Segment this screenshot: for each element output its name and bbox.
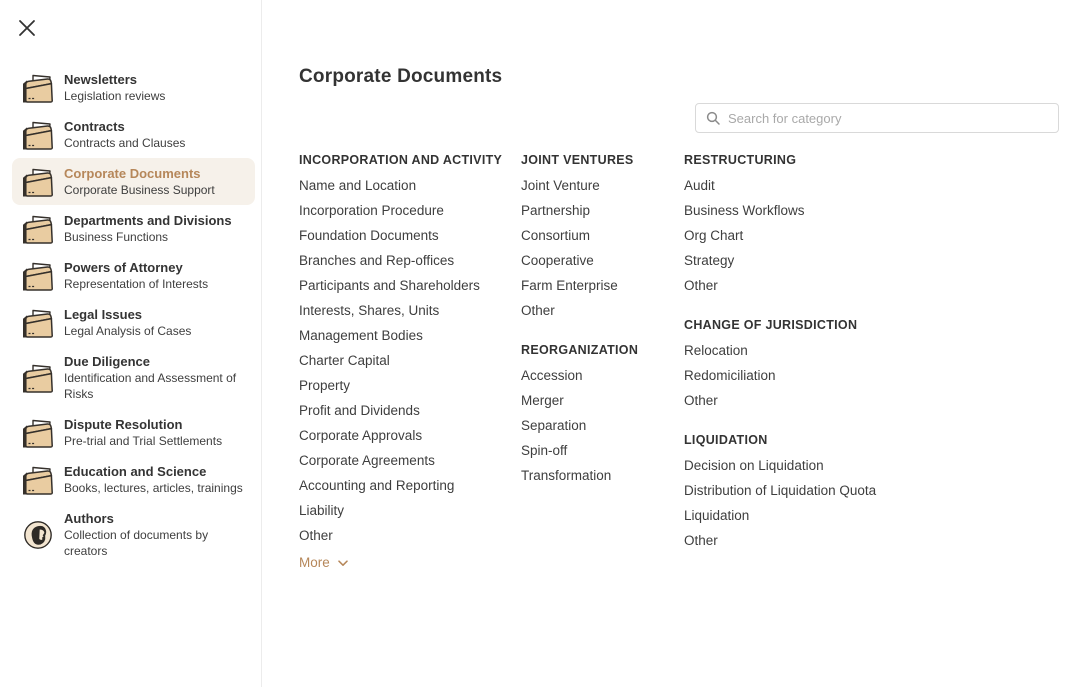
category-item[interactable]: Separation [521,418,587,433]
category-group [521,342,676,483]
sidebar-item-text [64,510,247,559]
category-item[interactable]: Interests, Shares, Units [299,303,440,318]
sidebar-list [12,64,255,566]
sidebar-item-text [64,463,247,496]
folder-icon [20,119,56,151]
category-item[interactable]: Property [299,378,351,393]
category-group-items [299,179,514,570]
sidebar-item-text [64,165,247,198]
sidebar-item-title: Due Diligence [64,354,150,369]
sidebar-item-subtitle: Representation of Interests [64,277,209,291]
sidebar-item-text [64,353,247,402]
category-item[interactable]: Cooperative [521,253,594,268]
folder-icon [20,72,56,104]
search-input[interactable] [695,103,1059,133]
folder-icon [20,464,56,496]
category-item[interactable]: Farm Enterprise [521,278,618,293]
more-link[interactable] [299,556,514,570]
category-item[interactable]: Liquidation [684,508,750,523]
author-avatar-icon [20,518,56,552]
category-group-heading: REORGANIZATION [521,343,639,357]
more-label: More [299,555,330,570]
category-item[interactable]: Foundation Documents [299,228,439,243]
category-group [684,432,944,548]
category-item[interactable]: Partnership [521,203,591,218]
sidebar-item-title: Contracts [64,119,125,134]
sidebar-item-education-and-science[interactable] [12,456,255,503]
category-group-items [521,369,676,483]
category-item[interactable]: Charter Capital [299,353,390,368]
category-item[interactable]: Participants and Shareholders [299,278,480,293]
category-group-heading: LIQUIDATION [684,433,768,447]
category-item[interactable]: Management Bodies [299,328,423,343]
category-item[interactable]: Relocation [684,343,748,358]
category-item[interactable]: Org Chart [684,228,744,243]
page-title: Corporate Documents [299,66,503,87]
category-column-1 [299,152,514,570]
sidebar-item-legal-issues[interactable] [12,299,255,346]
folder-icon [20,417,56,449]
folder-icon [20,213,56,245]
search-box [695,103,1059,133]
sidebar-item-text [64,71,247,104]
sidebar-item-text [64,212,247,245]
sidebar-item-title: Departments and Divisions [64,213,232,228]
category-column-2 [521,152,676,494]
folder-icon [20,307,56,339]
chevron-down-icon [338,560,348,567]
category-group-items [521,179,676,318]
category-item[interactable]: Business Workflows [684,203,805,218]
sidebar-item-title: Authors [64,511,114,526]
category-item[interactable]: Other [684,393,718,408]
category-item[interactable]: Audit [684,178,715,193]
category-item[interactable]: Other [684,278,718,293]
category-item[interactable]: Spin-off [521,443,568,458]
sidebar-item-due-diligence[interactable] [12,346,255,409]
category-group-items [684,459,944,548]
category-group [299,152,514,570]
sidebar-item-subtitle: Books, lectures, articles, trainings [64,481,243,495]
category-item[interactable]: Corporate Agreements [299,453,435,468]
category-item[interactable]: Decision on Liquidation [684,458,824,473]
sidebar-item-departments-and-divisions[interactable] [12,205,255,252]
category-item[interactable]: Other [684,533,718,548]
sidebar-item-text [64,306,247,339]
category-item[interactable]: Corporate Approvals [299,428,423,443]
sidebar-item-text [64,416,247,449]
sidebar-item-text [64,259,247,292]
sidebar-item-title: Legal Issues [64,307,143,322]
category-group-items [684,179,944,293]
sidebar-item-text [64,118,247,151]
category-group-heading: JOINT VENTURES [521,153,634,167]
category-item[interactable]: Joint Venture [521,178,600,193]
category-item[interactable]: Redomiciliation [684,368,776,383]
sidebar-item-subtitle: Identification and Assessment of Risks [64,371,237,401]
category-item[interactable]: Merger [521,393,564,408]
category-item[interactable]: Accounting and Reporting [299,478,455,493]
category-item[interactable]: Transformation [521,468,612,483]
sidebar-item-powers-of-attorney[interactable] [12,252,255,299]
category-group [521,152,676,318]
sidebar [0,0,262,687]
category-item[interactable]: Consortium [521,228,591,243]
sidebar-item-title: Corporate Documents [64,166,201,181]
sidebar-item-title: Education and Science [64,464,207,479]
sidebar-item-title: Newsletters [64,72,137,87]
sidebar-item-subtitle: Legal Analysis of Cases [64,324,192,338]
category-item[interactable]: Distribution of Liquidation Quota [684,483,877,498]
category-item[interactable]: Profit and Dividends [299,403,420,418]
sidebar-item-subtitle: Collection of documents by creators [64,528,209,558]
category-group-items [684,344,944,408]
category-item[interactable]: Strategy [684,253,735,268]
sidebar-item-corporate-documents[interactable] [12,158,255,205]
sidebar-item-title: Dispute Resolution [64,417,183,432]
category-group [684,317,944,408]
category-item[interactable]: Accession [521,368,583,383]
sidebar-item-authors[interactable] [12,503,255,566]
category-item[interactable]: Branches and Rep-offices [299,253,455,268]
folder-icon [20,260,56,292]
category-column-3 [684,152,944,559]
sidebar-item-title: Powers of Attorney [64,260,183,275]
category-item[interactable]: Name and Location [299,178,417,193]
category-group-heading: CHANGE OF JURISDICTION [684,318,858,332]
category-item[interactable]: Incorporation Procedure [299,203,444,218]
category-item[interactable]: Other [299,528,333,543]
sidebar-item-newsletters[interactable] [12,64,255,111]
sidebar-item-contracts[interactable] [12,111,255,158]
category-item[interactable]: Other [521,303,555,318]
folder-icon [20,362,56,394]
category-group-heading: RESTRUCTURING [684,153,797,167]
sidebar-item-dispute-resolution[interactable] [12,409,255,456]
sidebar-item-subtitle: Pre-trial and Trial Settlements [64,434,223,448]
sidebar-item-subtitle: Contracts and Clauses [64,136,186,150]
sidebar-item-subtitle: Corporate Business Support [64,183,215,197]
sidebar-item-subtitle: Business Functions [64,230,169,244]
category-group-heading: INCORPORATION AND ACTIVITY [299,153,503,167]
category-group [684,152,944,293]
folder-icon [20,166,56,198]
sidebar-item-subtitle: Legislation reviews [64,89,166,103]
category-item[interactable]: Liability [299,503,345,518]
